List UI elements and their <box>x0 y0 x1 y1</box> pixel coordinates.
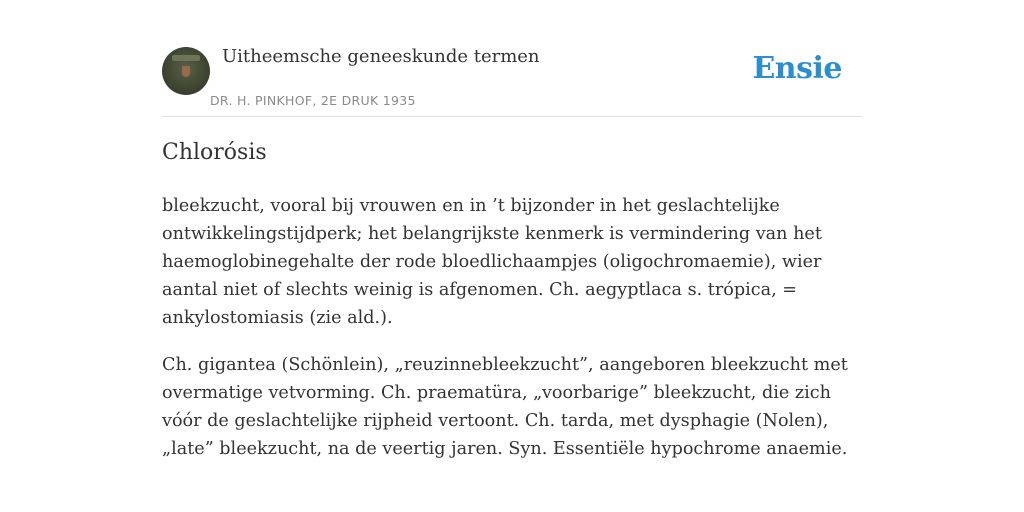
author-edition: DR. H. PINKHOF, 2E DRUK 1935 <box>210 93 416 108</box>
book-title[interactable]: Uitheemsche geneeskunde termen <box>222 46 540 67</box>
definition-paragraph: bleekzucht, vooral bij vrouwen en in ’t bijzonder in het geslachtelijke ontwikkelingstijdperk; het belangrijkste kenmerk is vermindering van het haemoglobinegehalte der rode bloedlichaampjes (oligochromaemie), wier aantal niet of slechts weinig is afgenomen. Ch. aegyptlaca s. trópica, = ankylostomiasis (zie ald.). <box>162 196 822 328</box>
entry-definition <box>162 192 862 482</box>
definition-paragraph: Ch. gigantea (Schönlein), „reuzinnebleekzucht”, aangeboren bleekzucht met overmatige vetvorming. Ch. praematüra, „voorbarige” bleekzucht, die zich vóór de geslachtelijke rijpheid vertoont. Ch. tarda, met dysphagie (Nolen), „late” bleekzucht, na de veertig jaren. Syn. Essentiële hypochrome anaemie. <box>162 355 848 459</box>
book-cover-emblem <box>182 66 190 77</box>
entry-term: Chlorósis <box>162 140 267 165</box>
entry-card <box>162 0 862 459</box>
book-cover-band <box>172 55 200 61</box>
source-header <box>162 0 862 117</box>
book-cover-avatar[interactable] <box>162 47 210 95</box>
ensie-logo[interactable]: Ensie <box>752 51 842 86</box>
